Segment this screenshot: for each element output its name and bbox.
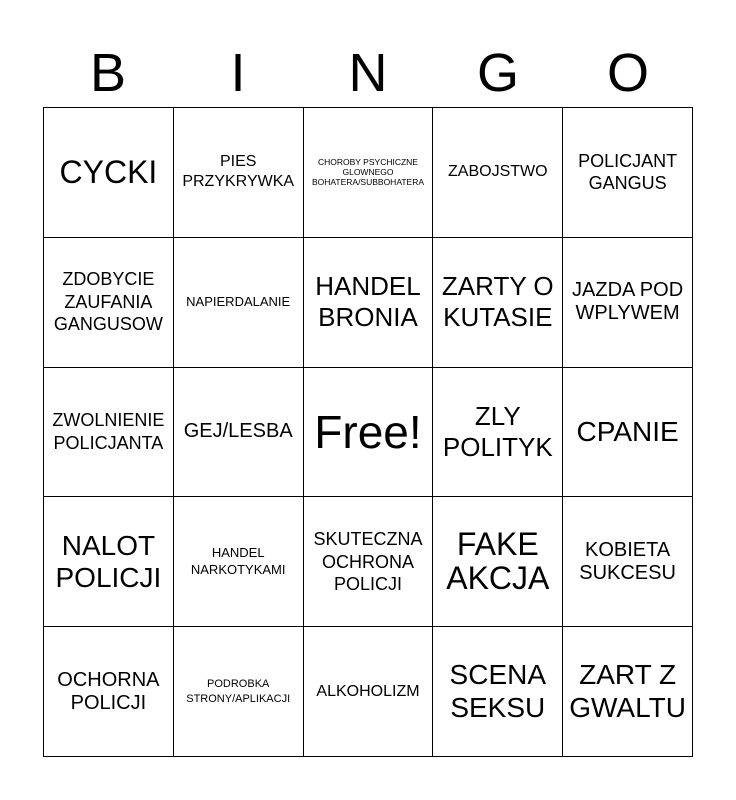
bingo-cell[interactable]: ZDOBYCIE ZAUFANIA GANGUSOW bbox=[44, 238, 174, 368]
bingo-header bbox=[43, 40, 693, 106]
bingo-cell[interactable]: JAZDA POD WPLYWEM bbox=[563, 238, 693, 368]
bingo-cell[interactable]: NAPIERDALANIE bbox=[174, 238, 304, 368]
header-letter-o: O bbox=[606, 43, 649, 103]
bingo-cell[interactable]: KOBIETA SUKCESU bbox=[563, 497, 693, 627]
bingo-cell[interactable]: POLICJANT GANGUS bbox=[563, 108, 693, 238]
bingo-cell[interactable]: HANDEL BRONIA bbox=[304, 238, 434, 368]
bingo-cell[interactable]: CHOROBY PSYCHICZNE GLOWNEGO BOHATERA/SUBBOHATERA bbox=[304, 108, 434, 238]
bingo-cell[interactable]: ZART Z GWALTU bbox=[563, 627, 693, 757]
bingo-cell[interactable]: CPANIE bbox=[563, 368, 693, 498]
bingo-cell[interactable]: SKUTECZNA OCHRONA POLICJI bbox=[304, 497, 434, 627]
bingo-cell[interactable]: FAKE AKCJA bbox=[433, 497, 563, 627]
header-letter-b: B bbox=[89, 43, 127, 103]
bingo-free-cell[interactable]: Free! bbox=[304, 368, 434, 498]
bingo-cell[interactable]: ZARTY O KUTASIE bbox=[433, 238, 563, 368]
header-letter-n: N bbox=[348, 43, 388, 103]
bingo-cell[interactable]: PIES PRZYKRYWKA bbox=[174, 108, 304, 238]
bingo-cell[interactable]: ZLY POLITYK bbox=[433, 368, 563, 498]
bingo-cell[interactable]: HANDEL NARKOTYKAMI bbox=[174, 497, 304, 627]
header-letter-g: G bbox=[476, 43, 519, 103]
bingo-cell[interactable]: CYCKI bbox=[44, 108, 174, 238]
bingo-board bbox=[43, 107, 693, 757]
bingo-cell[interactable]: ZWOLNIENIE POLICJANTA bbox=[44, 368, 174, 498]
bingo-cell[interactable]: OCHORNA POLICJI bbox=[44, 627, 174, 757]
bingo-cell[interactable]: ALKOHOLIZM bbox=[304, 627, 434, 757]
bingo-cell[interactable]: NALOT POLICJI bbox=[44, 497, 174, 627]
bingo-cell[interactable]: SCENA SEKSU bbox=[433, 627, 563, 757]
bingo-cell[interactable]: PODROBKA STRONY/APLIKACJI bbox=[174, 627, 304, 757]
bingo-cell[interactable]: ZABOJSTWO bbox=[433, 108, 563, 238]
bingo-cell[interactable]: GEJ/LESBA bbox=[174, 368, 304, 498]
header-letter-i: I bbox=[230, 43, 246, 103]
